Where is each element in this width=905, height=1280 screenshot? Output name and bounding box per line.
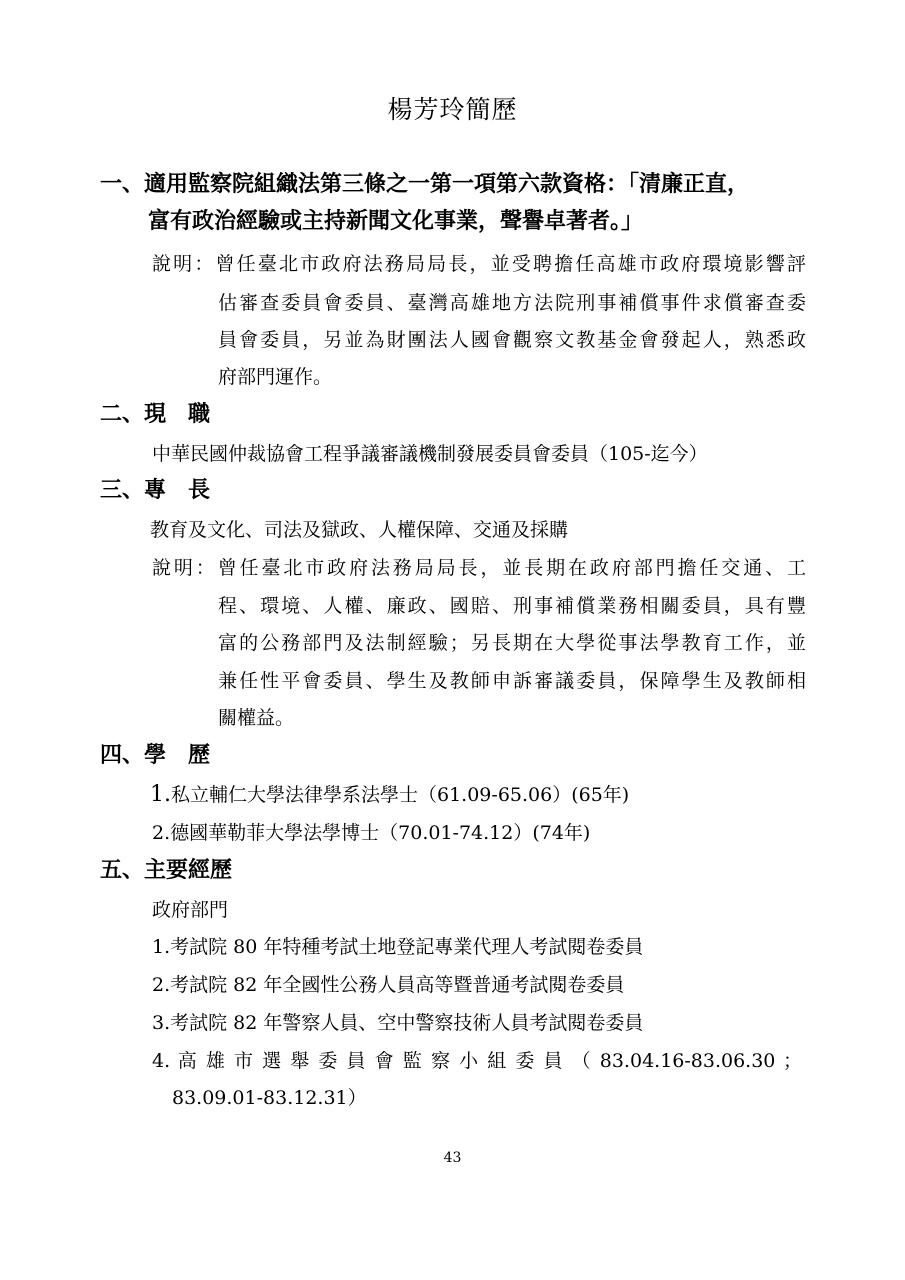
experience-item-3: 3.考試院 82 年警察人員、空中警察技術人員考試閱卷委員 [152,1012,644,1034]
section-1-heading-line-1: 一、適用監察院組織法第三條之一第一項第六款資格：「清廉正直， [100,172,750,197]
page-number: 43 [443,1150,462,1166]
experience-item-4: 4. 高 雄 市 選 舉 委 員 會 監 察 小 組 委 員 （ 83.04.16-83.06.30 ； [152,1050,802,1072]
experience-item-2: 2.考試院 82 年全國性公務人員高等暨普通考試閱卷委員 [152,974,625,996]
section-3-line-1: 教育及文化、司法及獄政、人權保障、交通及採購 [150,519,569,541]
section-4-heading: 四、學 歷 [100,743,211,768]
section-1-explanation-line-4: 府部門運作。 [218,366,333,388]
education-item-2 [152,818,590,848]
experience-item-1: 1.考試院 80 年特種考試土地登記專業代理人考試閱卷委員 [152,936,644,958]
page-title: 楊芳玲簡歷 [387,95,518,124]
education-item-1 [150,780,629,810]
section-5-subheading: 政府部門 [152,899,229,921]
section-1-explanation-line-2: 估審查委員會委員、臺灣高雄地方法院刑事補償事件求償審查委 [218,292,806,314]
education-item-2-text: 德國華勒菲大學法學博士（70.01-74.12）(74年) [170,822,591,844]
education-item-2-number: 2. [152,822,171,844]
section-2-line-1: 中華民國仲裁協會工程爭議審議機制發展委員會委員（105-迄今） [152,443,708,465]
section-3-explanation-line-5: 關權益。 [218,707,295,729]
section-2-heading: 二、現 職 [100,402,211,427]
section-1-heading-line-2: 富有政治經驗或主持新聞文化事業，聲譽卓著者。」 [148,209,644,234]
section-1-explanation-line-3: 員會委員，另並為財團法人國會觀察文教基金會發起人，熟悉政 [218,329,806,351]
section-3-explanation-line-3: 富的公務部門及法制經驗；另長期在大學從事法學教育工作，並 [218,632,806,654]
section-5-heading: 五、主要經歷 [100,858,233,883]
experience-item-4-continued: 83.09.01-83.12.31） [172,1087,367,1109]
education-item-1-text: 私立輔仁大學法律學系法學士（61.09-65.06）(65年) [171,784,630,806]
section-1-explanation-line-1: 說明：曾任臺北市政府法務局局長，並受聘擔任高雄市政府環境影響評 [152,253,806,275]
education-item-1-number: 1. [150,782,171,807]
section-3-heading: 三、專 長 [100,478,211,503]
section-3-explanation-line-2: 程、環境、人權、廉政、國賠、刑事補償業務相關委員，具有豐 [218,595,806,617]
section-3-explanation-line-4: 兼任性平會委員、學生及教師申訴審議委員，保障學生及教師相 [218,670,806,692]
section-3-explanation-line-1: 說明：曾任臺北市政府法務局局長，並長期在政府部門擔任交通、工 [152,557,806,579]
